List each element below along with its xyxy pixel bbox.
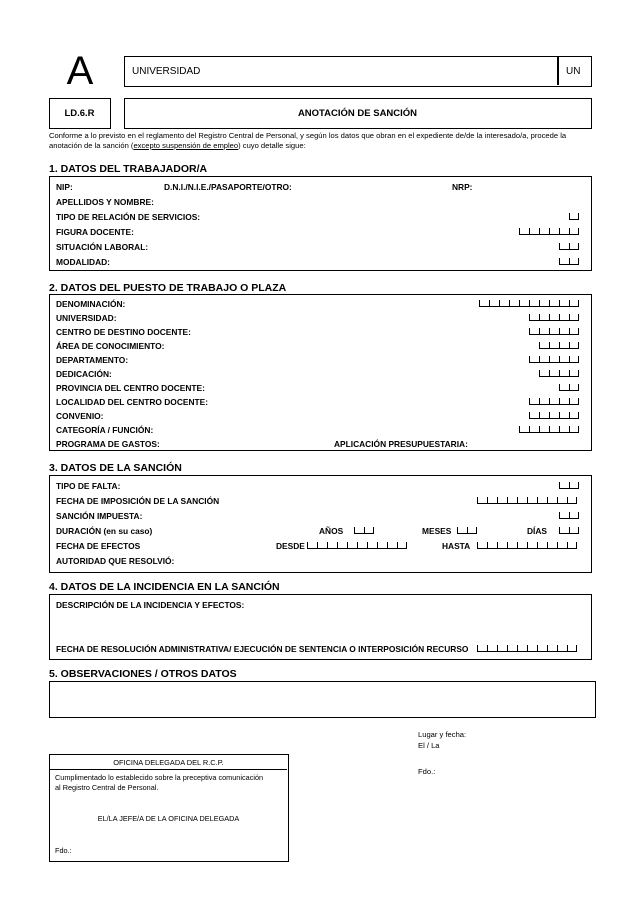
field-cell[interactable]: [559, 512, 569, 519]
form-title-box: [124, 98, 592, 129]
tipo-falta-field[interactable]: [559, 482, 579, 489]
aplicacion-label: APLICACIÓN PRESUPUESTARIA:: [334, 439, 468, 449]
section-1-box: [49, 176, 592, 271]
section-1-title: 1. DATOS DEL TRABAJADOR/A: [49, 163, 208, 175]
field-cell[interactable]: [549, 398, 559, 405]
office-title: OFICINA DELEGADA DEL R.C.P.: [113, 758, 224, 767]
situacion-label: SITUACIÓN LABORAL:: [56, 242, 149, 252]
field-cell[interactable]: [527, 542, 537, 549]
section-5-title: 5. OBSERVACIONES / OTROS DATOS: [49, 668, 237, 680]
field-cell[interactable]: [477, 645, 487, 652]
fecha-resolucion-label: FECHA DE RESOLUCIÓN ADMINISTRATIVA/ EJECUCIÓN DE SENTENCIA O INTERPOSICIÓN RECURSO: [56, 644, 469, 654]
field-cell[interactable]: [509, 300, 519, 307]
field-cell[interactable]: [559, 243, 569, 250]
field-cell[interactable]: [557, 542, 567, 549]
field-cell[interactable]: [569, 328, 579, 335]
section-2-box: [49, 294, 592, 451]
field-cell[interactable]: [487, 542, 497, 549]
field-cell[interactable]: [559, 384, 569, 391]
dni-label: D.N.I./N.I.E./PASAPORTE/OTRO:: [164, 182, 292, 192]
field-cell[interactable]: [539, 398, 549, 405]
field-cell[interactable]: [559, 398, 569, 405]
situacion-field[interactable]: [559, 243, 579, 250]
meses-field[interactable]: [457, 527, 477, 534]
field-cell[interactable]: [347, 542, 357, 549]
field-cell[interactable]: [354, 527, 364, 534]
convenio-field[interactable]: [529, 412, 579, 419]
el-la-label: El / La: [418, 741, 440, 750]
field-cell[interactable]: [517, 645, 527, 652]
field-cell[interactable]: [307, 542, 317, 549]
field-cell[interactable]: [529, 426, 539, 433]
field-cell[interactable]: [567, 542, 577, 549]
section-4-title: 4. DATOS DE LA INCIDENCIA EN LA SANCIÓN: [49, 581, 280, 593]
field-cell[interactable]: [569, 384, 579, 391]
intro-line-2: [49, 141, 306, 151]
field-cell[interactable]: [539, 342, 549, 349]
field-cell[interactable]: [539, 426, 549, 433]
field-cell[interactable]: [529, 300, 539, 307]
field-cell[interactable]: [457, 527, 467, 534]
field-cell[interactable]: [317, 542, 327, 549]
university-code: UN: [566, 66, 581, 77]
field-cell[interactable]: [559, 356, 569, 363]
field-cell[interactable]: [529, 356, 539, 363]
university-label: UNIVERSIDAD: [132, 66, 201, 77]
field-cell[interactable]: [569, 356, 579, 363]
section-2-title: 2. DATOS DEL PUESTO DE TRABAJO O PLAZA: [49, 282, 287, 294]
field-cell[interactable]: [477, 497, 487, 504]
field-cell[interactable]: [527, 645, 537, 652]
field-cell[interactable]: [569, 300, 579, 307]
field-cell[interactable]: [569, 527, 579, 534]
field-cell[interactable]: [569, 426, 579, 433]
field-cell[interactable]: [497, 645, 507, 652]
intro-suffix: ) cuyo detalle sigue:: [238, 141, 306, 150]
fecha-imposicion-field[interactable]: [477, 497, 577, 504]
dias-field[interactable]: [559, 527, 579, 534]
field-cell[interactable]: [557, 645, 567, 652]
field-cell[interactable]: [539, 370, 549, 377]
anos-field[interactable]: [354, 527, 374, 534]
office-jefe: EL/LA JEFE/A DE LA OFICINA DELEGADA: [97, 814, 240, 823]
field-cell[interactable]: [529, 398, 539, 405]
field-cell[interactable]: [519, 426, 529, 433]
duracion-label: DURACIÓN (en su caso): [56, 526, 153, 536]
field-cell[interactable]: [529, 412, 539, 419]
field-cell[interactable]: [559, 527, 569, 534]
field-cell[interactable]: [357, 542, 367, 549]
field-cell[interactable]: [487, 645, 497, 652]
intro-underlined: excepto suspensión de empleo: [133, 141, 239, 150]
form-title: ANOTACIÓN DE SANCIÓN: [297, 108, 418, 119]
centro-field[interactable]: [529, 328, 579, 335]
departamento-label: DEPARTAMENTO:: [56, 355, 129, 365]
field-cell[interactable]: [517, 542, 527, 549]
field-cell[interactable]: [549, 412, 559, 419]
figura-label: FIGURA DOCENTE:: [56, 227, 134, 237]
field-cell[interactable]: [559, 342, 569, 349]
denominacion-field[interactable]: [479, 300, 579, 307]
provincia-field[interactable]: [559, 384, 579, 391]
nrp-label: NRP:: [452, 182, 473, 192]
field-cell[interactable]: [529, 314, 539, 321]
provincia-label: PROVINCIA DEL CENTRO DOCENTE:: [56, 383, 205, 393]
field-cell[interactable]: [569, 512, 579, 519]
field-cell[interactable]: [569, 342, 579, 349]
field-cell[interactable]: [539, 314, 549, 321]
field-cell[interactable]: [569, 370, 579, 377]
field-cell[interactable]: [559, 482, 569, 489]
descripcion-label: DESCRIPCIÓN DE LA INCIDENCIA Y EFECTOS:: [56, 600, 245, 610]
denominacion-label: DENOMINACIÓN:: [56, 299, 126, 309]
university-box: [124, 56, 592, 87]
convenio-label: CONVENIO:: [56, 411, 104, 421]
categoria-field[interactable]: [519, 426, 579, 433]
field-cell[interactable]: [559, 426, 569, 433]
field-cell[interactable]: [539, 412, 549, 419]
office-box: [49, 754, 289, 862]
lugar-fecha-label: Lugar y fecha:: [418, 730, 467, 739]
desde-label: DESDE: [276, 541, 305, 551]
field-cell[interactable]: [519, 228, 529, 235]
office-divider: [50, 769, 287, 770]
field-cell[interactable]: [547, 542, 557, 549]
form-letter: A: [66, 49, 94, 93]
fecha-imposicion-label: FECHA DE IMPOSICIÓN DE LA SANCIÓN: [56, 496, 220, 506]
nip-label: NIP:: [56, 182, 73, 192]
field-cell[interactable]: [569, 213, 579, 220]
universidad-field[interactable]: [529, 314, 579, 321]
field-cell[interactable]: [559, 300, 569, 307]
sancion-field[interactable]: [559, 512, 579, 519]
field-cell[interactable]: [539, 228, 549, 235]
field-cell[interactable]: [549, 228, 559, 235]
departamento-field[interactable]: [529, 356, 579, 363]
office-text-2: al Registro Central de Personal.: [55, 783, 159, 792]
field-cell[interactable]: [497, 542, 507, 549]
field-cell[interactable]: [507, 497, 517, 504]
categoria-label: CATEGORÍA / FUNCIÓN:: [56, 425, 154, 435]
field-cell[interactable]: [364, 527, 374, 534]
field-cell[interactable]: [559, 258, 569, 265]
field-cell[interactable]: [559, 412, 569, 419]
field-cell[interactable]: [567, 645, 577, 652]
field-cell[interactable]: [559, 370, 569, 377]
hasta-label: HASTA: [442, 541, 471, 551]
localidad-label: LOCALIDAD DEL CENTRO DOCENTE:: [56, 397, 208, 407]
section-4-box: [49, 594, 592, 660]
field-cell[interactable]: [549, 356, 559, 363]
field-cell[interactable]: [489, 300, 499, 307]
field-cell[interactable]: [337, 542, 347, 549]
field-cell[interactable]: [537, 542, 547, 549]
field-cell[interactable]: [559, 328, 569, 335]
field-cell[interactable]: [467, 527, 477, 534]
field-cell[interactable]: [549, 328, 559, 335]
field-cell[interactable]: [557, 497, 567, 504]
modalidad-field[interactable]: [559, 258, 579, 265]
field-cell[interactable]: [507, 645, 517, 652]
field-cell[interactable]: [327, 542, 337, 549]
field-cell[interactable]: [529, 228, 539, 235]
field-cell[interactable]: [537, 497, 547, 504]
desde-field[interactable]: [307, 542, 407, 549]
tipo-falta-label: TIPO DE FALTA:: [56, 481, 121, 491]
field-cell[interactable]: [497, 497, 507, 504]
programa-label: PROGRAMA DE GASTOS:: [56, 439, 160, 449]
centro-label: CENTRO DE DESTINO DOCENTE:: [56, 327, 191, 337]
field-cell[interactable]: [569, 243, 579, 250]
university-code-divider: [557, 57, 559, 85]
field-cell[interactable]: [549, 426, 559, 433]
field-cell[interactable]: [517, 497, 527, 504]
field-cell[interactable]: [559, 228, 569, 235]
dias-label: DÍAS: [527, 526, 548, 536]
field-cell[interactable]: [387, 542, 397, 549]
field-cell[interactable]: [569, 412, 579, 419]
signature-fdo-label: Fdo.:: [418, 767, 436, 776]
autoridad-label: AUTORIDAD QUE RESOLVIÓ:: [56, 556, 175, 566]
field-cell[interactable]: [487, 497, 497, 504]
section-3-box: [49, 475, 592, 573]
field-cell[interactable]: [539, 328, 549, 335]
figura-field[interactable]: [519, 228, 579, 235]
field-cell[interactable]: [569, 482, 579, 489]
section-5-box[interactable]: [49, 681, 596, 718]
localidad-field[interactable]: [529, 398, 579, 405]
field-cell[interactable]: [527, 497, 537, 504]
section-3-title: 3. DATOS DE LA SANCIÓN: [49, 462, 182, 474]
tipo-relacion-field[interactable]: [569, 213, 579, 220]
field-cell[interactable]: [397, 542, 407, 549]
field-cell[interactable]: [569, 314, 579, 321]
form-code: LD.6.R: [64, 108, 95, 119]
field-cell[interactable]: [367, 542, 377, 549]
field-cell[interactable]: [549, 314, 559, 321]
field-cell[interactable]: [377, 542, 387, 549]
field-cell[interactable]: [549, 342, 559, 349]
field-cell[interactable]: [567, 497, 577, 504]
field-cell[interactable]: [499, 300, 509, 307]
modalidad-label: MODALIDAD:: [56, 257, 110, 267]
intro-prefix: anotación de la sanción (: [49, 141, 134, 150]
apellidos-label: APELLIDOS Y NOMBRE:: [56, 197, 154, 207]
fecha-efectos-label: FECHA DE EFECTOS: [56, 541, 141, 551]
form-code-box: [49, 98, 111, 129]
field-cell[interactable]: [559, 314, 569, 321]
area-field[interactable]: [539, 342, 579, 349]
sancion-label: SANCIÓN IMPUESTA:: [56, 511, 143, 521]
field-cell[interactable]: [539, 300, 549, 307]
field-cell[interactable]: [507, 542, 517, 549]
field-cell[interactable]: [477, 542, 487, 549]
office-text-1: Cumplimentado lo establecido sobre la preceptiva comunicación: [55, 773, 264, 782]
tipo-relacion-label: TIPO DE RELACIÓN DE SERVICIOS:: [56, 212, 201, 222]
field-cell[interactable]: [547, 645, 557, 652]
field-cell[interactable]: [537, 645, 547, 652]
field-cell[interactable]: [539, 356, 549, 363]
field-cell[interactable]: [547, 497, 557, 504]
fecha-resolucion-field[interactable]: [477, 645, 577, 652]
anos-label: AÑOS: [319, 526, 344, 536]
field-cell[interactable]: [549, 300, 559, 307]
field-cell[interactable]: [529, 328, 539, 335]
intro-line-1: Conforme a lo previsto en el reglamento del Registro Central de Personal, y según los datos que obran en el expediente de/de la interesado/a, procede la: [49, 131, 567, 140]
dedicacion-field[interactable]: [539, 370, 579, 377]
field-cell[interactable]: [549, 370, 559, 377]
hasta-field[interactable]: [477, 542, 577, 549]
dedicacion-label: DEDICACIÓN:: [56, 369, 112, 379]
universidad-label: UNIVERSIDAD:: [56, 313, 117, 323]
field-cell[interactable]: [479, 300, 489, 307]
office-fdo: Fdo.:: [55, 846, 72, 855]
field-cell[interactable]: [569, 398, 579, 405]
area-label: ÁREA DE CONOCIMIENTO:: [56, 341, 165, 351]
field-cell[interactable]: [519, 300, 529, 307]
meses-label: MESES: [422, 526, 452, 536]
field-cell[interactable]: [569, 228, 579, 235]
field-cell[interactable]: [569, 258, 579, 265]
